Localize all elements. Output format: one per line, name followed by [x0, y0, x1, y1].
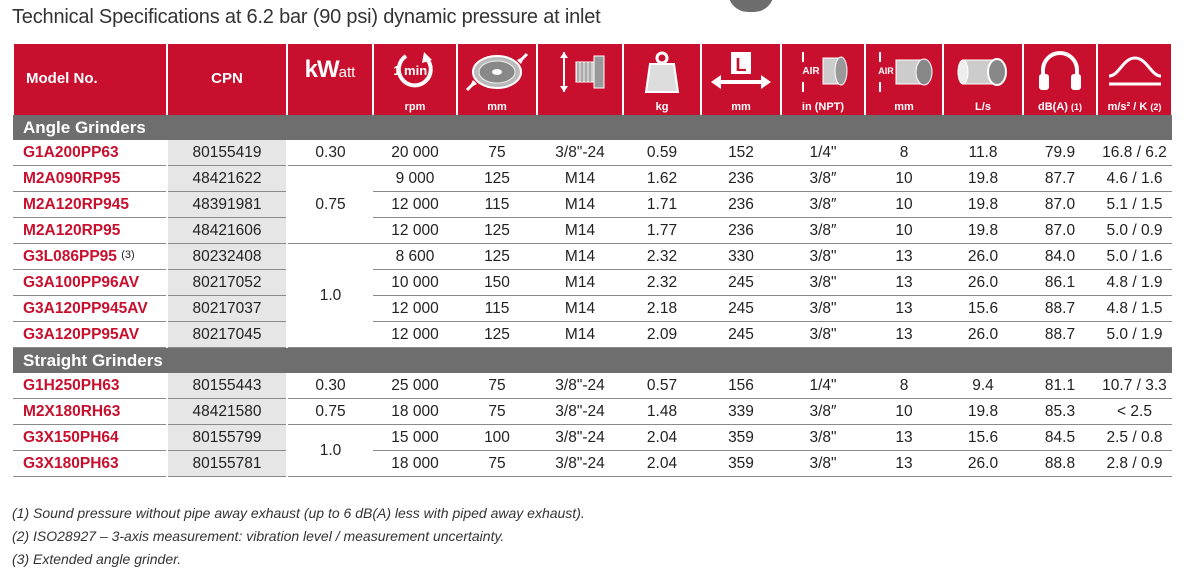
model-cell [13, 140, 167, 166]
page-title: Technical Specifications at 6.2 bar (90 psi) dynamic pressure at inlet [12, 6, 601, 28]
model-number: G3A100PP96AV [23, 273, 140, 291]
sound-cell: 88.8 [1023, 451, 1097, 477]
hose-icon [872, 50, 936, 94]
inlet-cell: 3/8" [781, 451, 865, 477]
power-cell: 0.75 [287, 166, 373, 244]
model-number: M2A090RP95 [23, 169, 121, 187]
vib-cell: 5.0 / 0.9 [1097, 218, 1172, 244]
hose-cell: 13 [865, 244, 943, 270]
cpn-cell: 48391981 [167, 192, 287, 218]
disc-cell: 125 [457, 218, 537, 244]
sound-cell: 87.0 [1023, 192, 1097, 218]
vibration-unit [1098, 101, 1171, 113]
weight-cell: 2.32 [623, 244, 701, 270]
header-row [13, 44, 1172, 115]
vib-cell: 2.5 / 0.8 [1097, 425, 1172, 451]
table-row [13, 322, 1172, 348]
speed-cell: 12 000 [373, 218, 457, 244]
sound-note: (1) [1071, 102, 1082, 112]
weight-cell: 2.09 [623, 322, 701, 348]
power-cell: 1.0 [287, 244, 373, 348]
weight-cell: 1.77 [623, 218, 701, 244]
cpn-cell: 48421606 [167, 218, 287, 244]
vib-cell: 10.7 / 3.3 [1097, 373, 1172, 399]
model-cell [13, 192, 167, 218]
weight-icon [642, 50, 682, 94]
disc-cell: 75 [457, 399, 537, 425]
col-speed [373, 44, 457, 115]
footnote-1: (1) Sound pressure without pipe away exhaust (up to 6 dB(A) less with piped away exhaust). [12, 505, 585, 521]
disc-cell: 100 [457, 425, 537, 451]
length-cell: 245 [701, 296, 781, 322]
speed-cell: 25 000 [373, 373, 457, 399]
length-cell: 359 [701, 451, 781, 477]
speed-cell: 8 600 [373, 244, 457, 270]
sound-cell: 88.7 [1023, 322, 1097, 348]
weight-unit: kg [655, 101, 669, 113]
disc-cell: 75 [457, 451, 537, 477]
disc-unit: mm [487, 101, 507, 113]
col-length [701, 44, 781, 115]
power-cell: 0.30 [287, 373, 373, 399]
model-number: G3X180PH63 [23, 454, 119, 472]
disc-cell: 150 [457, 270, 537, 296]
inlet-unit: in (NPT) [801, 101, 845, 113]
cpn-cell: 80155799 [167, 425, 287, 451]
air-cell: 15.6 [943, 296, 1023, 322]
weight-cell: 1.71 [623, 192, 701, 218]
disc-cell: 115 [457, 296, 537, 322]
speed-cell: 15 000 [373, 425, 457, 451]
table-row [13, 192, 1172, 218]
model-cell [13, 270, 167, 296]
footnote-2: (2) ISO28927 – 3-axis measurement: vibration level / measurement uncertainty. [12, 528, 505, 544]
weight-cell: 2.32 [623, 270, 701, 296]
weight-cell: 2.04 [623, 451, 701, 477]
weight-cell: 0.59 [623, 140, 701, 166]
speed-cell: 12 000 [373, 322, 457, 348]
inlet-cell: 3/8″ [781, 192, 865, 218]
model-cell [13, 373, 167, 399]
spindle-cell: 3/8"-24 [537, 140, 623, 166]
spindle-cell: M14 [537, 166, 623, 192]
cpn-cell: 80217052 [167, 270, 287, 296]
hose-unit: mm [894, 101, 914, 113]
sound-cell: 81.1 [1023, 373, 1097, 399]
speed-icon-text: 1 min. [393, 63, 431, 78]
sound-cell: 84.5 [1023, 425, 1097, 451]
hose-cell: 13 [865, 425, 943, 451]
sound-unit-text: dB(A) [1038, 101, 1068, 113]
air-cell: 26.0 [943, 451, 1023, 477]
cpn-cell: 80217045 [167, 322, 287, 348]
cpn-cell: 80155781 [167, 451, 287, 477]
col-model-label: Model No. [26, 70, 98, 87]
inlet-cell: 3/8" [781, 425, 865, 451]
vib-cell: 5.0 / 1.6 [1097, 244, 1172, 270]
length-icon-text: L [735, 55, 747, 75]
length-unit: mm [731, 101, 751, 113]
air-icon-text: AIR [802, 66, 820, 77]
weight-cell: 1.62 [623, 166, 701, 192]
col-power [287, 44, 373, 115]
speed-unit: rpm [404, 101, 426, 113]
inlet-cell: 3/8" [781, 322, 865, 348]
air-cell: 19.8 [943, 166, 1023, 192]
grinding-disc-icon [461, 50, 533, 94]
air-consumption-icon [953, 50, 1013, 94]
col-model [13, 44, 167, 115]
spindle-cell: M14 [537, 244, 623, 270]
inlet-cell: 3/8″ [781, 399, 865, 425]
spec-table [12, 44, 1173, 477]
model-number: G3X150PH64 [23, 428, 119, 446]
model-number: G3A120PP95AV [23, 325, 140, 343]
air-cell: 26.0 [943, 270, 1023, 296]
spindle-cell: M14 [537, 296, 623, 322]
model-cell [13, 166, 167, 192]
sound-cell: 87.0 [1023, 218, 1097, 244]
sound-cell: 86.1 [1023, 270, 1097, 296]
table-row [13, 296, 1172, 322]
vib-unit-text: m/s² / K [1107, 101, 1148, 113]
length-cell: 245 [701, 322, 781, 348]
weight-cell: 0.57 [623, 373, 701, 399]
section-title: Angle Grinders [13, 115, 1172, 140]
hose-cell: 13 [865, 270, 943, 296]
length-cell: 339 [701, 399, 781, 425]
length-cell: 245 [701, 270, 781, 296]
cpn-cell: 48421580 [167, 399, 287, 425]
power-cell: 0.30 [287, 140, 373, 166]
model-number: M2A120RP95 [23, 221, 121, 239]
disc-cell: 75 [457, 373, 537, 399]
model-number: M2A120RP945 [23, 195, 129, 213]
col-inlet [781, 44, 865, 115]
kw-text: kW [304, 56, 339, 83]
spindle-cell: 3/8"-24 [537, 373, 623, 399]
inlet-cell: 1/4" [781, 373, 865, 399]
sound-cell: 84.0 [1023, 244, 1097, 270]
disc-cell: 125 [457, 166, 537, 192]
spindle-cell: M14 [537, 270, 623, 296]
vib-cell: 2.8 / 0.9 [1097, 451, 1172, 477]
speed-cell: 20 000 [373, 140, 457, 166]
att-text: att [338, 64, 356, 81]
cpn-cell: 80232408 [167, 244, 287, 270]
hose-cell: 10 [865, 192, 943, 218]
air-cell: 19.8 [943, 399, 1023, 425]
hose-cell: 13 [865, 296, 943, 322]
hose-cell: 10 [865, 166, 943, 192]
spindle-cell: M14 [537, 322, 623, 348]
model-cell [13, 399, 167, 425]
hose-cell: 10 [865, 218, 943, 244]
table-row [13, 373, 1172, 399]
length-cell: 359 [701, 425, 781, 451]
spindle-cell: 3/8"-24 [537, 399, 623, 425]
col-weight [623, 44, 701, 115]
air-unit: L/s [975, 101, 991, 113]
length-cell: 156 [701, 373, 781, 399]
air-cell: 19.8 [943, 192, 1023, 218]
sound-cell: 85.3 [1023, 399, 1097, 425]
power-kw-label [288, 56, 372, 84]
inlet-cell: 3/8″ [781, 166, 865, 192]
length-cell: 152 [701, 140, 781, 166]
model-number: G3L086PP95 [23, 247, 117, 265]
hose-cell: 8 [865, 140, 943, 166]
cpn-cell: 80155419 [167, 140, 287, 166]
weight-cell: 2.18 [623, 296, 701, 322]
vib-cell: 16.8 / 6.2 [1097, 140, 1172, 166]
table-row [13, 140, 1172, 166]
model-number: G1H250PH63 [23, 376, 120, 394]
model-number: M2X180RH63 [23, 402, 121, 420]
spindle-cell: 3/8"-24 [537, 451, 623, 477]
speed-cell: 18 000 [373, 451, 457, 477]
section-title: Straight Grinders [13, 348, 1172, 374]
footnote-3: (3) Extended angle grinder. [12, 551, 182, 567]
table-row [13, 451, 1172, 477]
air-cell: 15.6 [943, 425, 1023, 451]
inlet-cell: 3/8" [781, 244, 865, 270]
sound-cell: 87.7 [1023, 166, 1097, 192]
power-cell: 1.0 [287, 425, 373, 477]
inlet-cell: 3/8" [781, 270, 865, 296]
sound-unit [1024, 101, 1096, 113]
col-cpn-label: CPN [211, 70, 243, 87]
vib-cell: 4.6 / 1.6 [1097, 166, 1172, 192]
spindle-cell: 3/8"-24 [537, 425, 623, 451]
hose-cell: 10 [865, 399, 943, 425]
weight-cell: 1.48 [623, 399, 701, 425]
model-cell [13, 451, 167, 477]
length-cell: 236 [701, 166, 781, 192]
section-row [13, 115, 1172, 140]
cpn-cell: 80217037 [167, 296, 287, 322]
inlet-cell: 1/4" [781, 140, 865, 166]
air-cell: 9.4 [943, 373, 1023, 399]
vib-cell: 5.1 / 1.5 [1097, 192, 1172, 218]
headphones-icon [1035, 50, 1085, 94]
disc-cell: 75 [457, 140, 537, 166]
length-cell: 330 [701, 244, 781, 270]
length-cell: 236 [701, 218, 781, 244]
air-cell: 19.8 [943, 218, 1023, 244]
table-row [13, 218, 1172, 244]
air-inlet-icon [793, 50, 853, 94]
vib-cell: 5.0 / 1.9 [1097, 322, 1172, 348]
spindle-thread-icon [552, 50, 608, 94]
speed-cell: 12 000 [373, 296, 457, 322]
air-cell: 11.8 [943, 140, 1023, 166]
table-row [13, 399, 1172, 425]
product-image-fragment [728, 0, 774, 12]
speed-cell: 12 000 [373, 192, 457, 218]
disc-cell: 125 [457, 322, 537, 348]
model-cell [13, 296, 167, 322]
weight-cell: 2.04 [623, 425, 701, 451]
air-cell: 26.0 [943, 244, 1023, 270]
vib-note: (2) [1150, 102, 1162, 112]
cpn-cell: 48421622 [167, 166, 287, 192]
col-disc [457, 44, 537, 115]
vib-cell: < 2.5 [1097, 399, 1172, 425]
speed-cell: 18 000 [373, 399, 457, 425]
disc-cell: 115 [457, 192, 537, 218]
hose-cell: 13 [865, 451, 943, 477]
col-cpn [167, 44, 287, 115]
section-row [13, 348, 1172, 374]
power-cell: 0.75 [287, 399, 373, 425]
hose-cell: 8 [865, 373, 943, 399]
model-cell [13, 425, 167, 451]
table-row [13, 270, 1172, 296]
hose-air-text: AIR [878, 66, 894, 76]
col-vibration [1097, 44, 1172, 115]
spindle-cell: M14 [537, 218, 623, 244]
model-cell [13, 322, 167, 348]
vib-cell: 4.8 / 1.9 [1097, 270, 1172, 296]
disc-cell: 125 [457, 244, 537, 270]
length-cell: 236 [701, 192, 781, 218]
vib-cell: 4.8 / 1.5 [1097, 296, 1172, 322]
speed-cell: 10 000 [373, 270, 457, 296]
speed-cell: 9 000 [373, 166, 457, 192]
spec-table-body [13, 115, 1172, 477]
table-row [13, 244, 1172, 270]
model-number: G1A200PP63 [23, 143, 119, 161]
cpn-cell: 80155443 [167, 373, 287, 399]
sound-cell: 88.7 [1023, 296, 1097, 322]
spindle-cell: M14 [537, 192, 623, 218]
vibration-icon [1105, 50, 1165, 94]
inlet-cell: 3/8" [781, 296, 865, 322]
table-row [13, 425, 1172, 451]
col-hose [865, 44, 943, 115]
hose-cell: 13 [865, 322, 943, 348]
col-sound [1023, 44, 1097, 115]
air-cell: 26.0 [943, 322, 1023, 348]
model-cell [13, 218, 167, 244]
footnotes [12, 502, 585, 571]
model-cell [13, 244, 167, 270]
sound-cell: 79.9 [1023, 140, 1097, 166]
model-note: (3) [121, 248, 135, 261]
table-row [13, 166, 1172, 192]
speed-icon [386, 50, 444, 90]
length-icon [709, 50, 773, 94]
col-spindle [537, 44, 623, 115]
inlet-cell: 3/8″ [781, 218, 865, 244]
model-number: G3A120PP945AV [23, 299, 148, 317]
col-air [943, 44, 1023, 115]
